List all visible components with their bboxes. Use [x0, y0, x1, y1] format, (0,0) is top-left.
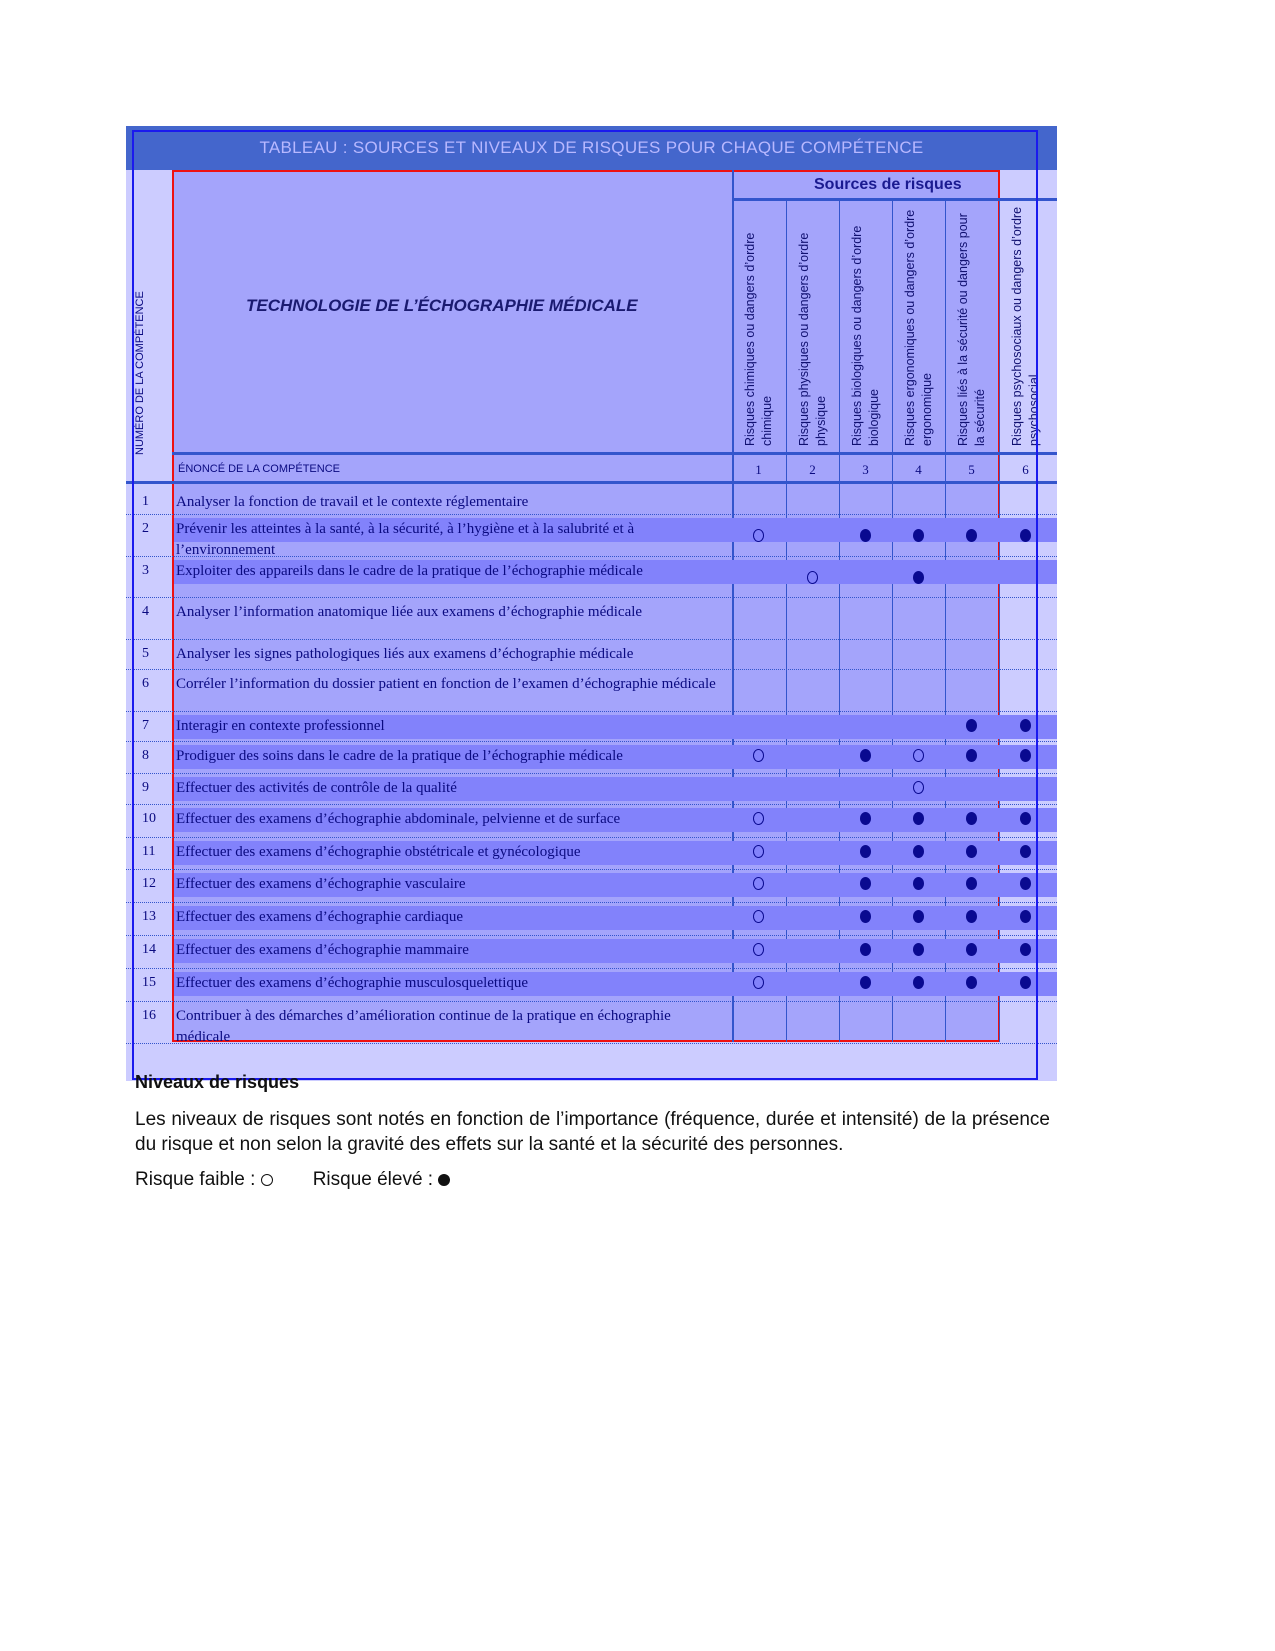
risk-column-label: Risques psychosociaux ou dangers d’ordre psychosocial	[1010, 206, 1041, 446]
competency-statement: Effectuer des activités de contrôle de la qualité	[176, 780, 457, 796]
risk-column-label: Risques ergonomiques ou dangers d’ordre ergonomique	[903, 209, 934, 446]
risk-level-cell	[945, 845, 998, 863]
risk-level-cell	[732, 943, 785, 961]
low-risk-icon	[753, 877, 764, 890]
competency-number: 10	[142, 811, 156, 826]
competency-statement: Effectuer des examens d’échographie musculosquelettique	[176, 975, 529, 991]
risk-level-cell	[999, 812, 1052, 830]
risk-level-cell	[839, 877, 892, 895]
high-risk-icon	[1020, 529, 1031, 542]
risk-level-cell	[945, 812, 998, 830]
high-risk-icon	[1020, 877, 1031, 890]
risk-column-header	[1001, 206, 1051, 446]
table-title-bar	[126, 126, 1057, 170]
risk-level-cell	[945, 910, 998, 928]
high-risk-icon	[913, 845, 924, 858]
competency-number: 7	[142, 718, 149, 733]
competency-statement: Effectuer des examens d’échographie cardiaque	[176, 909, 464, 925]
high-risk-icon	[913, 529, 924, 542]
risk-level-cell	[839, 529, 892, 547]
risk-column-label: Risques biologiques ou dangers d’ordre biologique	[850, 225, 881, 446]
risk-level-cell	[945, 877, 998, 895]
risk-level-cell	[945, 719, 998, 737]
table-row	[126, 598, 1057, 640]
high-risk-icon	[1020, 976, 1031, 989]
competency-statement: Prévenir les atteintes à la santé, à la sécurité, à l’hygiène et à la salubrité et à l’environnement	[176, 521, 635, 558]
low-risk-icon	[913, 781, 924, 794]
risk-level-cell	[839, 943, 892, 961]
high-risk-icon	[913, 943, 924, 956]
competency-statement: Exploiter des appareils dans le cadre de la pratique de l’échographie médicale	[176, 563, 643, 579]
high-risk-icon	[1020, 910, 1031, 923]
high-risk-icon	[860, 749, 871, 762]
low-risk-icon	[753, 943, 764, 956]
hollow-circle-icon	[261, 1174, 273, 1186]
competency-statement: Effectuer des examens d’échographie vasculaire	[176, 876, 466, 892]
risk-legend	[135, 1072, 1050, 1191]
low-risk-icon	[753, 529, 764, 542]
table-row	[126, 936, 1057, 969]
high-risk-icon	[913, 976, 924, 989]
risk-level-cell	[945, 749, 998, 767]
risk-column-number: 6	[1022, 462, 1029, 477]
risk-level-cell	[732, 845, 785, 863]
risk-level-cell	[999, 719, 1052, 737]
risk-column-header	[788, 206, 838, 446]
legend-high-label: Risque élevé :	[312, 1169, 434, 1190]
high-risk-icon	[966, 749, 977, 762]
table-row	[126, 640, 1057, 670]
risk-column-number: 4	[915, 462, 922, 477]
risk-level-cell	[999, 845, 1052, 863]
competency-statement: Effectuer des examens d’échographie abdominale, pelvienne et de surface	[176, 811, 621, 827]
risk-level-cell	[839, 976, 892, 994]
high-risk-icon	[860, 910, 871, 923]
risk-level-cell	[945, 943, 998, 961]
filled-circle-icon	[438, 1174, 450, 1186]
competency-number: 14	[142, 942, 156, 957]
number-column-header: NUMÉRO DE LA COMPÉTENCE	[134, 291, 146, 456]
table-row	[126, 712, 1057, 742]
legend-paragraph: Les niveaux de risques sont notés en fonction de l’importance (fréquence, durée et intensité) de la présence du risque et non selon la gravité des effets sur la santé et la sécurité des personnes.	[135, 1109, 1050, 1155]
table-row	[126, 488, 1057, 515]
risk-level-cell	[892, 571, 945, 589]
risk-level-cell	[999, 943, 1052, 961]
risk-column-header	[841, 206, 891, 446]
low-risk-icon	[753, 976, 764, 989]
risk-level-cell	[892, 845, 945, 863]
low-risk-icon	[753, 845, 764, 858]
risk-level-cell	[839, 910, 892, 928]
risk-level-cell	[945, 529, 998, 547]
competency-number: 3	[142, 563, 149, 578]
risk-level-cell	[732, 749, 785, 767]
header-divider-bottom	[126, 481, 1057, 484]
risk-level-cell	[839, 749, 892, 767]
high-risk-icon	[966, 877, 977, 890]
high-risk-icon	[966, 812, 977, 825]
risk-column-header	[947, 206, 997, 446]
risk-level-cell	[892, 529, 945, 547]
sources-header: Sources de risques	[814, 176, 962, 193]
risk-level-cell	[999, 976, 1052, 994]
table-row	[126, 1002, 1057, 1044]
table-row	[126, 774, 1057, 805]
high-risk-icon	[966, 943, 977, 956]
risk-level-cell	[892, 877, 945, 895]
high-risk-icon	[1020, 749, 1031, 762]
high-risk-icon	[860, 877, 871, 890]
table-row	[126, 515, 1057, 557]
risk-column-number: 3	[862, 462, 869, 477]
table-row	[126, 903, 1057, 936]
high-risk-icon	[966, 910, 977, 923]
competency-statement: Analyser l’information anatomique liée aux examens d’échographie médicale	[176, 604, 643, 620]
risk-column-number: 1	[755, 462, 762, 477]
risk-level-cell	[892, 749, 945, 767]
low-risk-icon	[753, 749, 764, 762]
risk-column-number: 2	[809, 462, 816, 477]
risk-level-cell	[892, 943, 945, 961]
competency-number: 11	[142, 844, 156, 859]
risk-level-cell	[892, 781, 945, 799]
program-title: TECHNOLOGIE DE L’ÉCHOGRAPHIE MÉDICALE	[246, 296, 638, 315]
high-risk-icon	[1020, 812, 1031, 825]
competency-number: 1	[142, 494, 149, 509]
legend-low	[135, 1169, 273, 1191]
high-risk-icon	[913, 877, 924, 890]
competency-statement: Analyser la fonction de travail et le contexte réglementaire	[176, 494, 529, 510]
legend-low-label: Risque faible :	[135, 1169, 256, 1190]
risk-level-cell	[839, 845, 892, 863]
high-risk-icon	[913, 812, 924, 825]
sources-divider	[732, 198, 1057, 201]
competency-number: 4	[142, 604, 149, 619]
competency-number: 6	[142, 676, 149, 691]
high-risk-icon	[966, 529, 977, 542]
high-risk-icon	[860, 976, 871, 989]
statement-column-header: ÉNONCÉ DE LA COMPÉTENCE	[178, 463, 340, 475]
competency-statement: Prodiguer des soins dans le cadre de la pratique de l’échographie médicale	[176, 748, 623, 764]
risk-level-cell	[892, 976, 945, 994]
competency-number: 16	[142, 1008, 156, 1023]
competency-statement: Analyser les signes pathologiques liés aux examens d’échographie médicale	[176, 646, 634, 662]
risk-column-label: Risques liés à la sécurité ou dangers pour la sécurité	[956, 213, 987, 446]
high-risk-icon	[1020, 845, 1031, 858]
low-risk-icon	[807, 571, 818, 584]
competency-statement: Contribuer à des démarches d’amélioration continue de la pratique en échographie médicale	[176, 1008, 671, 1045]
table-row	[126, 742, 1057, 774]
table-row	[126, 969, 1057, 1002]
low-risk-icon	[913, 749, 924, 762]
table-row	[126, 805, 1057, 838]
competency-statement: Interagir en contexte professionnel	[176, 718, 385, 734]
competency-number: 13	[142, 909, 156, 924]
risk-column-header	[734, 206, 784, 446]
risk-level-cell	[999, 749, 1052, 767]
table-row	[126, 557, 1057, 598]
risk-level-cell	[786, 571, 839, 589]
competency-number: 2	[142, 521, 149, 536]
risk-table	[126, 126, 1057, 1081]
risk-level-cell	[839, 812, 892, 830]
risk-column-header	[894, 206, 944, 446]
high-risk-icon	[1020, 943, 1031, 956]
risk-level-cell	[732, 910, 785, 928]
competency-number: 12	[142, 876, 156, 891]
table-title: TABLEAU : SOURCES ET NIVEAUX DE RISQUES POUR CHAQUE COMPÉTENCE	[259, 138, 924, 157]
high-risk-icon	[860, 812, 871, 825]
header-divider	[172, 452, 1057, 455]
competency-number: 9	[142, 780, 149, 795]
high-risk-icon	[913, 571, 924, 584]
competency-statement: Effectuer des examens d’échographie obstétricale et gynécologique	[176, 844, 581, 860]
risk-column-label: Risques physiques ou dangers d’ordre physique	[797, 232, 828, 446]
risk-column-label: Risques chimiques ou dangers d’ordre chimique	[743, 232, 774, 446]
risk-level-cell	[999, 910, 1052, 928]
low-risk-icon	[753, 910, 764, 923]
high-risk-icon	[966, 845, 977, 858]
competency-statement: Corréler l’information du dossier patient en fonction de l’examen d’échographie médicale	[176, 676, 716, 692]
risk-level-cell	[732, 976, 785, 994]
risk-level-cell	[732, 877, 785, 895]
table-row	[126, 838, 1057, 870]
high-risk-icon	[966, 719, 977, 732]
risk-level-cell	[999, 529, 1052, 547]
high-risk-icon	[860, 529, 871, 542]
risk-level-cell	[732, 529, 785, 547]
high-risk-icon	[1020, 719, 1031, 732]
high-risk-icon	[860, 943, 871, 956]
risk-column-number: 5	[968, 462, 975, 477]
risk-level-cell	[892, 910, 945, 928]
legend-high	[313, 1169, 451, 1191]
risk-level-cell	[892, 812, 945, 830]
high-risk-icon	[860, 845, 871, 858]
low-risk-icon	[753, 812, 764, 825]
risk-level-cell	[999, 877, 1052, 895]
competency-number: 15	[142, 975, 156, 990]
risk-level-cell	[945, 976, 998, 994]
competency-number: 8	[142, 748, 149, 763]
competency-number: 5	[142, 646, 149, 661]
table-row	[126, 870, 1057, 903]
high-risk-icon	[913, 910, 924, 923]
legend-heading: Niveaux de risques	[135, 1072, 300, 1092]
competency-statement: Effectuer des examens d’échographie mammaire	[176, 942, 469, 958]
risk-level-cell	[732, 812, 785, 830]
high-risk-icon	[966, 976, 977, 989]
table-row	[126, 670, 1057, 712]
